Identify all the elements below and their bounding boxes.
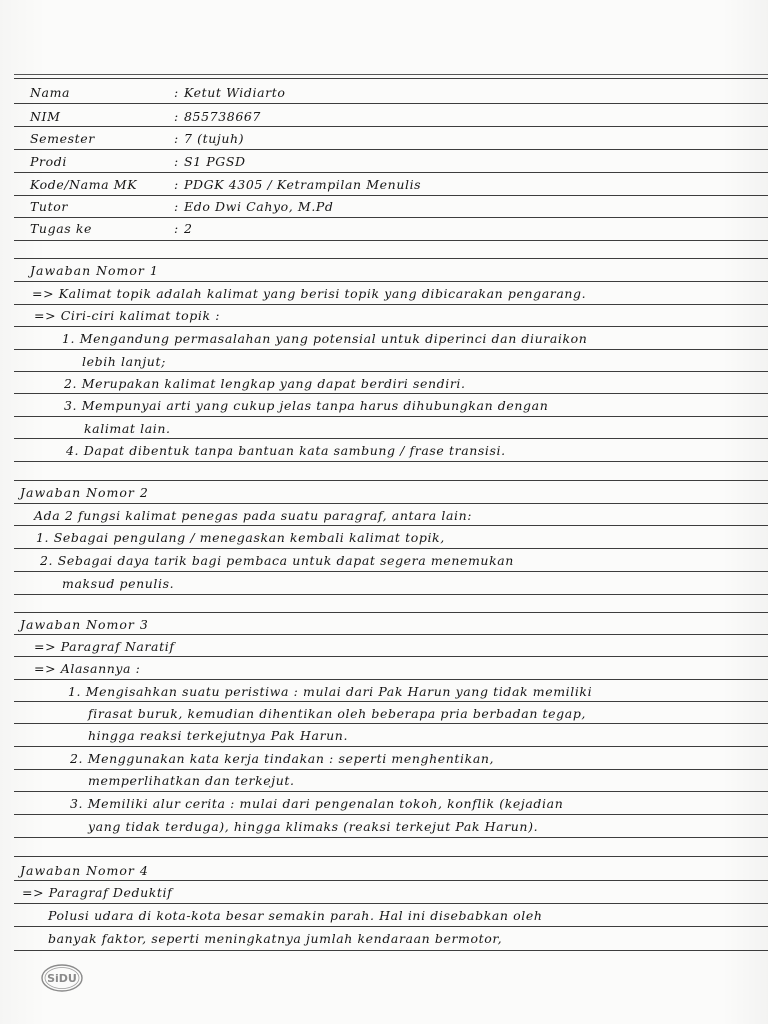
- line-text: kalimat lain.: [84, 421, 171, 436]
- answer-line: [0, 573, 768, 595]
- line-text: => Alasannya :: [34, 661, 141, 676]
- field-separator: :: [174, 177, 179, 192]
- field-separator: :: [174, 154, 179, 169]
- line-text: => Paragraf Naratif: [34, 639, 175, 654]
- answer-line: [0, 305, 768, 327]
- ruled-line: [14, 258, 768, 259]
- answer-line: [0, 928, 768, 950]
- ruled-line: [14, 612, 768, 613]
- line-text: lebih lanjut;: [82, 354, 166, 369]
- field-value: 855738667: [184, 109, 261, 124]
- field-label: Tutor: [30, 199, 68, 214]
- ruled-line: [14, 78, 768, 79]
- answer-line: [0, 328, 768, 350]
- answer-line: [0, 550, 768, 572]
- identity-row-semester: [0, 128, 768, 150]
- identity-row-mata-kuliah: [0, 174, 768, 196]
- ruled-line: [14, 74, 768, 75]
- heading-text: Jawaban Nomor 3: [20, 617, 149, 632]
- line-text: memperlihatkan dan terkejut.: [88, 773, 295, 788]
- field-label: Prodi: [30, 154, 67, 169]
- logo-text: SiDU: [47, 972, 77, 985]
- identity-row-tugas: [0, 218, 768, 240]
- field-separator: :: [174, 109, 179, 124]
- line-text: 3. Memiliki alur cerita : mulai dari pengenalan tokoh, konflik (kejadian: [70, 796, 564, 811]
- answer-line: [0, 703, 768, 725]
- line-text: => Ciri-ciri kalimat topik :: [34, 308, 221, 323]
- answer-line: [0, 440, 768, 462]
- answer-line: [0, 725, 768, 747]
- answer-line: [0, 681, 768, 703]
- answer-line: [0, 770, 768, 792]
- line-text: 4. Dapat dibentuk tanpa bantuan kata sambung / frase transisi.: [66, 443, 506, 458]
- line-text: banyak faktor, seperti meningkatnya jumlah kendaraan bermotor,: [48, 931, 503, 946]
- line-text: 1. Mengisahkan suatu peristiwa : mulai dari Pak Harun yang tidak memiliki: [68, 684, 593, 699]
- answer-line: [0, 816, 768, 838]
- field-value: PDGK 4305 / Ketrampilan Menulis: [184, 177, 422, 192]
- field-separator: :: [174, 199, 179, 214]
- field-label: Nama: [30, 85, 71, 100]
- ruled-line: [14, 240, 768, 241]
- field-value: S1 PGSD: [184, 154, 246, 169]
- line-text: => Kalimat topik adalah kalimat yang berisi topik yang dibicarakan pengarang.: [32, 286, 587, 301]
- answer-line: [0, 882, 768, 904]
- answer-line: [0, 527, 768, 549]
- answer-2-heading: [0, 482, 768, 504]
- sidu-logo: [40, 963, 84, 993]
- answer-line: [0, 395, 768, 417]
- answer-line: [0, 905, 768, 927]
- line-text: 2. Sebagai daya tarik bagi pembaca untuk dapat segera menemukan: [40, 553, 514, 568]
- ruled-line: [14, 950, 768, 951]
- heading-text: Jawaban Nomor 2: [20, 485, 149, 500]
- field-separator: :: [174, 131, 179, 146]
- answer-3-heading: [0, 614, 768, 636]
- ruled-line: [14, 480, 768, 481]
- line-text: firasat buruk, kemudian dihentikan oleh beberapa pria berbadan tegap,: [88, 706, 586, 721]
- line-text: 1. Mengandung permasalahan yang potensial untuk diperinci dan diuraikon: [62, 331, 588, 346]
- line-text: yang tidak terduga), hingga klimaks (reaksi terkejut Pak Harun).: [88, 819, 539, 834]
- line-text: 3. Mempunyai arti yang cukup jelas tanpa harus dihubungkan dengan: [64, 398, 549, 413]
- line-text: hingga reaksi terkejutnya Pak Harun.: [88, 728, 349, 743]
- answer-line: [0, 793, 768, 815]
- answer-line: [0, 418, 768, 440]
- field-value: 2: [184, 221, 193, 236]
- answer-line: [0, 505, 768, 527]
- answer-line: [0, 658, 768, 680]
- answer-line: [0, 351, 768, 373]
- answer-line: [0, 748, 768, 770]
- line-text: Polusi udara di kota-kota besar semakin parah. Hal ini disebabkan oleh: [48, 908, 543, 923]
- field-label: Semester: [30, 131, 95, 146]
- identity-row-tutor: [0, 196, 768, 218]
- line-text: Ada 2 fungsi kalimat penegas pada suatu paragraf, antara lain:: [34, 508, 473, 523]
- ruled-line: [14, 856, 768, 857]
- field-value: 7 (tujuh): [184, 131, 245, 146]
- line-text: => Paragraf Deduktif: [22, 885, 173, 900]
- field-separator: :: [174, 85, 179, 100]
- heading-text: Jawaban Nomor 4: [20, 863, 149, 878]
- field-value: Edo Dwi Cahyo, M.Pd: [184, 199, 334, 214]
- line-text: 1. Sebagai pengulang / menegaskan kembali kalimat topik,: [36, 530, 445, 545]
- answer-4-heading: [0, 860, 768, 882]
- heading-text: Jawaban Nomor 1: [30, 263, 159, 278]
- field-label: NIM: [30, 109, 61, 124]
- field-label: Tugas ke: [30, 221, 93, 236]
- answer-line: [0, 636, 768, 658]
- answer-line: [0, 283, 768, 305]
- answer-1-heading: [0, 260, 768, 282]
- identity-row-prodi: [0, 151, 768, 173]
- field-value: Ketut Widiarto: [184, 85, 286, 100]
- field-separator: :: [174, 221, 179, 236]
- field-label: Kode/Nama MK: [30, 177, 138, 192]
- identity-row-nama: [0, 82, 768, 104]
- identity-row-nim: [0, 106, 768, 128]
- answer-line: [0, 373, 768, 395]
- line-text: 2. Menggunakan kata kerja tindakan : seperti menghentikan,: [70, 751, 495, 766]
- line-text: maksud penulis.: [62, 576, 175, 591]
- line-text: 2. Merupakan kalimat lengkap yang dapat berdiri sendiri.: [64, 376, 466, 391]
